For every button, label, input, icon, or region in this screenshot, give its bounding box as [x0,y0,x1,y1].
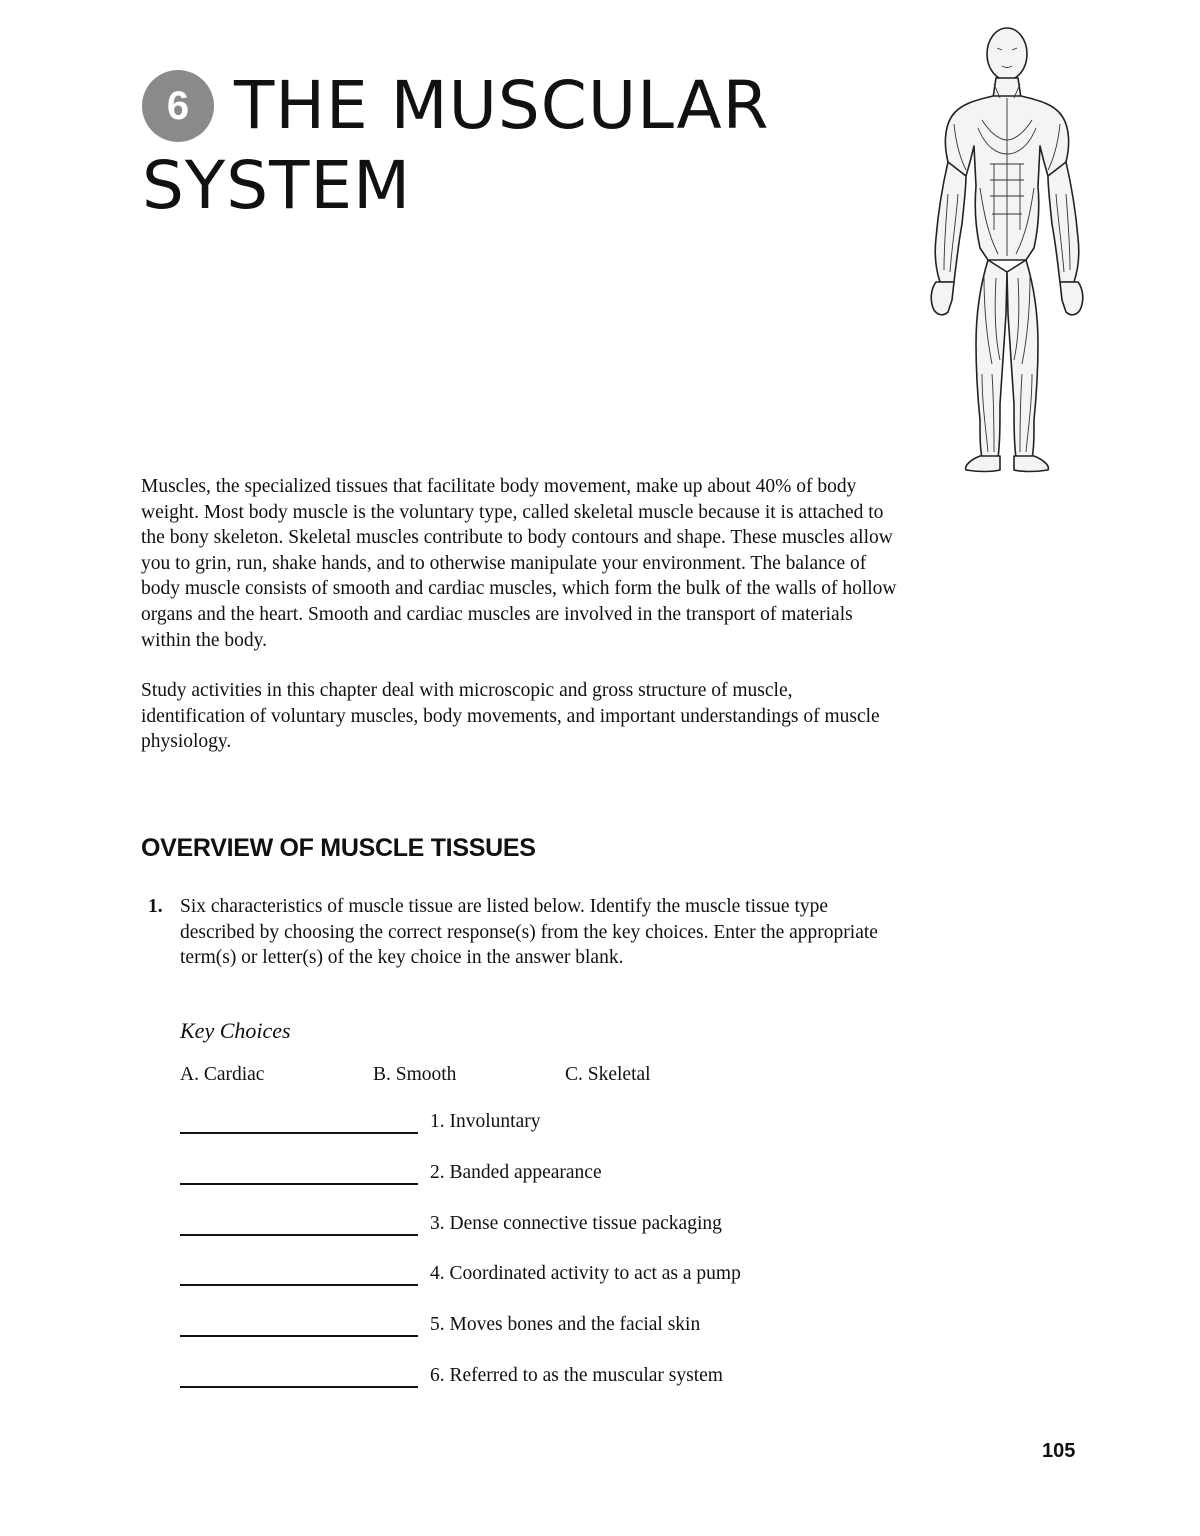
answer-item-label: 2. Banded appearance [430,1161,602,1183]
answer-blank[interactable] [180,1386,418,1388]
answer-item-label: 5. Moves bones and the facial skin [430,1314,701,1336]
human-muscular-figure-icon [922,24,1092,474]
question-1 [148,894,888,971]
key-choice: A. Cardiac [180,1064,265,1085]
chapter-number-badge: 6 [142,70,214,142]
intro-text [141,474,901,780]
answer-blank[interactable] [180,1132,418,1134]
answer-blank[interactable] [180,1335,418,1337]
chapter-header [142,66,902,226]
key-choice: B. Smooth [373,1064,457,1085]
answer-item-label: 1. Involuntary [430,1111,541,1132]
chapter-title: THE MUSCULAR SYSTEM [142,67,770,224]
question-number: 1. [148,896,163,917]
answer-item-label: 6. Referred to as the muscular system [430,1364,723,1386]
answer-item-label: 4. Coordinated activity to act as a pump [430,1263,741,1285]
answer-blank[interactable] [180,1284,418,1286]
key-choice: C. Skeletal [565,1064,651,1085]
page-number: 105 [1042,1440,1076,1462]
section-heading: OVERVIEW OF MUSCLE TISSUES [141,834,536,862]
question-prompt: Six characteristics of muscle tissue are listed below. Identify the muscle tissue type described by choosing the correct response(s) from the key choices. Enter the appropriate term(s) or letter(s) of the key choice in the answer blank. [180,896,878,969]
answer-blank[interactable] [180,1234,418,1236]
intro-paragraph: Muscles, the specialized tissues that facilitate body movement, make up about 40% of body weight. Most body muscle is the voluntary type, called skeletal muscle because it is attached to the bony skeleton. Skeletal muscles contribute to body contours and shape. These muscles allow you to grin, run, shake hands, and to otherwise manipulate your environment. The balance of body muscle consists of smooth and cardiac muscles, which form the bulk of the walls of hollow organs and the heart. Smooth and cardiac muscles are involved in the transport of materials within the body. [141,476,897,651]
answer-item-label: 3. Dense connective tissue packaging [430,1212,722,1234]
answer-blank[interactable] [180,1183,418,1185]
key-choices-label: Key Choices [180,1018,291,1043]
intro-paragraph: Study activities in this chapter deal with microscopic and gross structure of muscle, identification of voluntary muscles, body movements, and important understandings of muscle physiology. [141,680,880,753]
